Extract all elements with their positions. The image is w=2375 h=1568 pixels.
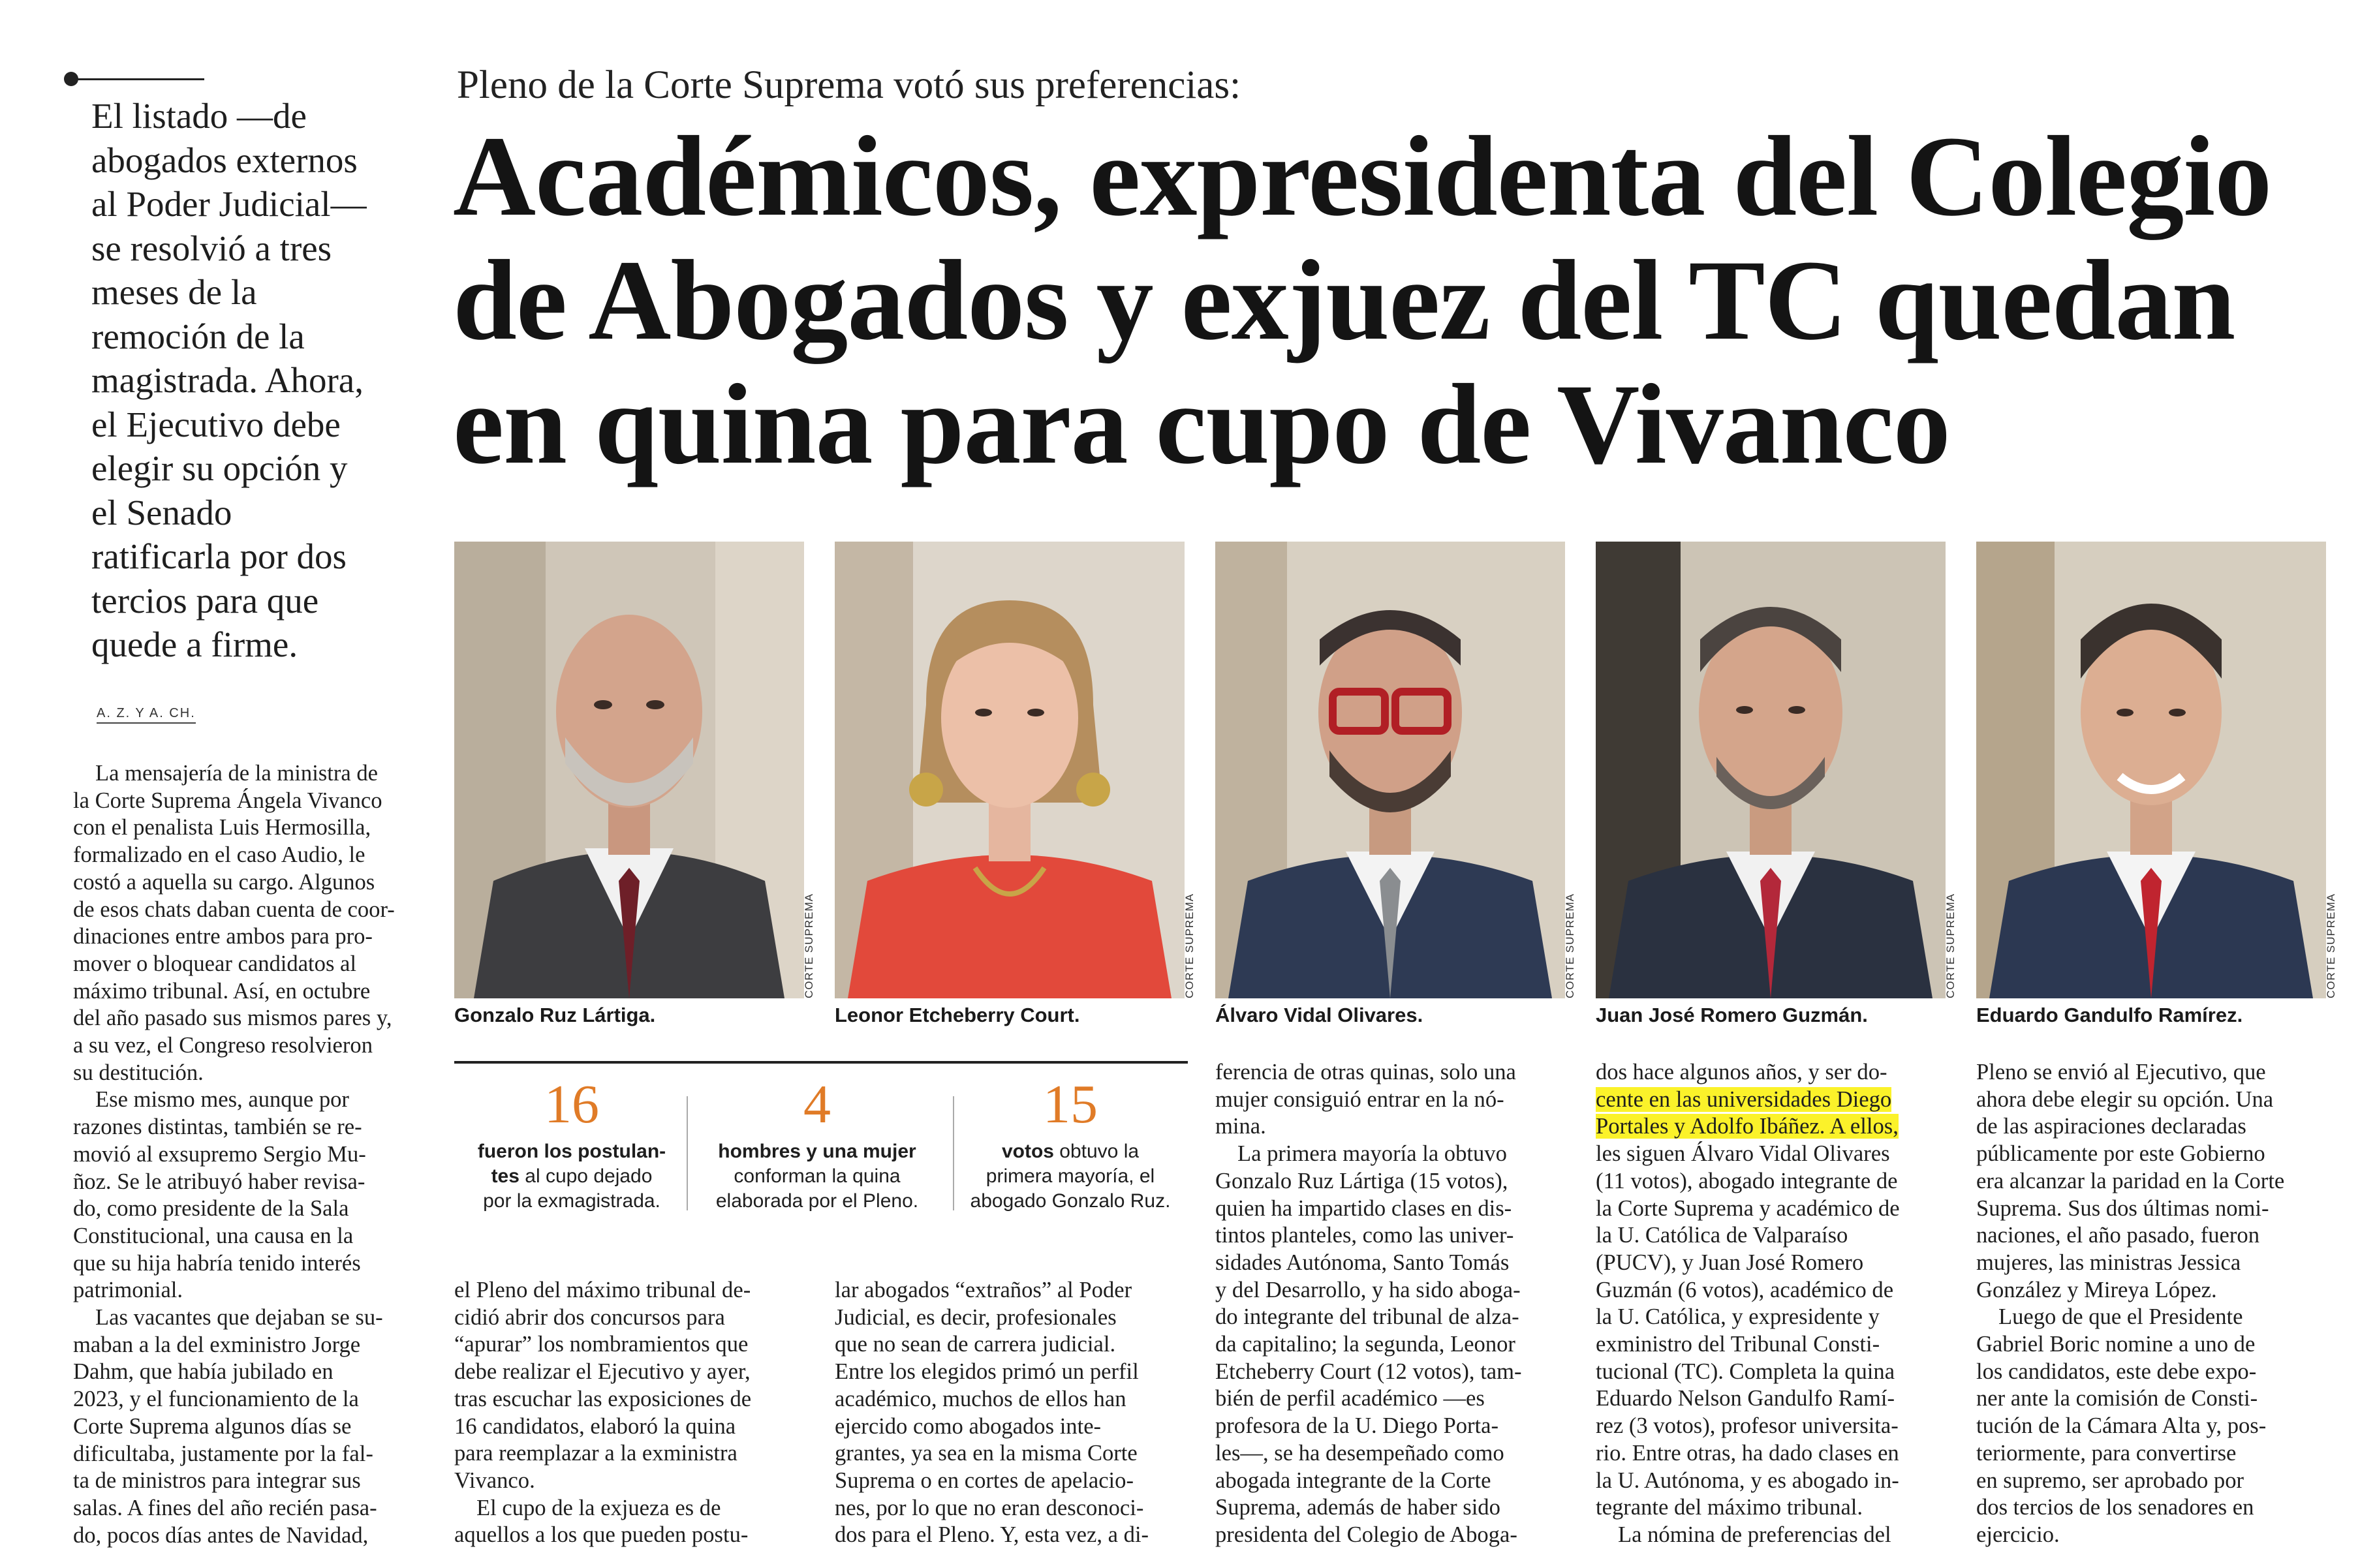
stat-text: hombres y una mujer conforman la quina elaborada por el Pleno. bbox=[715, 1141, 919, 1212]
photo-caption: Álvaro Vidal Olivares. bbox=[1215, 1004, 1423, 1026]
stat-number: 4 bbox=[803, 1074, 831, 1135]
text-line: Judicial, es decir, profesionales bbox=[835, 1304, 1117, 1330]
text-line: tegrante del máximo tribunal. bbox=[1596, 1495, 1863, 1520]
author-credit: A. Z. Y A. CH. bbox=[97, 706, 196, 724]
text-line: Dahm, que había jubilado en bbox=[73, 1359, 334, 1385]
text-line: tución de la Cámara Alta y, pos- bbox=[1976, 1413, 2267, 1439]
text-line: públicamente por este Gobierno bbox=[1976, 1141, 2265, 1167]
text-line: La primera mayoría la obtuvo bbox=[1237, 1141, 1507, 1167]
text-line: presidenta del Colegio de Aboga- bbox=[1215, 1522, 1517, 1547]
text-line: la U. Católica de Valparaíso bbox=[1596, 1223, 1848, 1248]
text-line: bién de perfil académico —es bbox=[1215, 1386, 1485, 1411]
text-line: Suprema. Sus dos últimas nomi- bbox=[1976, 1195, 2269, 1221]
text-line: Suprema, además de haber sido bbox=[1215, 1495, 1500, 1520]
text-line: exministro del Tribunal Consti- bbox=[1596, 1332, 1880, 1357]
text-line: rez (3 votos), profesor universita- bbox=[1596, 1413, 1899, 1439]
deck-line: remoción de la bbox=[91, 316, 305, 356]
text-line bbox=[1596, 1113, 1948, 1141]
photo-leonor-etcheberry bbox=[835, 542, 1185, 998]
text-line: los candidatos, este debe expo- bbox=[1976, 1359, 2257, 1384]
text-line: Gonzalo Ruz Lártiga (15 votos), bbox=[1215, 1168, 1508, 1193]
text-line: Etcheberry Court (12 votos), tam- bbox=[1215, 1359, 1522, 1384]
headline-line: en quina para cupo de Vivanco bbox=[453, 361, 1950, 488]
text-line: da capitalino; la segunda, Leonor bbox=[1215, 1332, 1515, 1357]
portrait-man-bald-beard bbox=[454, 542, 804, 998]
photo-credit: CORTE SUPREMA bbox=[1944, 893, 1957, 998]
stat-text: fueron los postulan- tes al cupo dejado por la exmagistrada. bbox=[477, 1141, 666, 1212]
text-line: la U. Autónoma, y es abogado in- bbox=[1596, 1468, 1899, 1493]
deck-line: El listado —de bbox=[91, 96, 307, 136]
text-line: el Pleno del máximo tribunal de- bbox=[454, 1278, 751, 1302]
text-line: académico, muchos de ellos han bbox=[835, 1386, 1126, 1411]
text-line: lar abogados “extraños” al Poder bbox=[835, 1278, 1132, 1302]
deck-line: al Poder Judicial— bbox=[91, 184, 367, 224]
text-line: Constitucional, una causa en la bbox=[73, 1223, 354, 1248]
text-line: que su hija habría tenido interés bbox=[73, 1250, 361, 1276]
headline bbox=[453, 115, 2271, 487]
text-line: do, como presidente de la Sala bbox=[73, 1196, 349, 1222]
text-line: Ese mismo mes, aunque por bbox=[95, 1087, 349, 1113]
deck-line: magistrada. Ahora, bbox=[91, 360, 364, 400]
text-line: grantes, ya sea en la misma Corte bbox=[835, 1441, 1138, 1466]
deck-line: el Senado bbox=[91, 492, 232, 532]
deck-line: abogados externos bbox=[91, 140, 358, 180]
text-line: Entre los elegidos primó un perfil bbox=[835, 1359, 1139, 1385]
text-line: Las vacantes que dejaban se su- bbox=[95, 1305, 383, 1330]
text-line: Gabriel Boric nomine a uno de bbox=[1976, 1332, 2256, 1357]
text-line: del año pasado sus mismos pares y, bbox=[73, 1006, 392, 1031]
text-line: ejercido como abogados inte- bbox=[835, 1413, 1102, 1439]
portrait-woman-red-blouse bbox=[835, 542, 1185, 998]
text-line: tucional (TC). Completa la quina bbox=[1596, 1359, 1895, 1384]
text-line: la U. Católica, y expresidente y bbox=[1596, 1304, 1880, 1330]
photo-credit: CORTE SUPREMA bbox=[2325, 893, 2337, 998]
text-line: Vivanco. bbox=[454, 1468, 535, 1493]
photo-alvaro-vidal bbox=[1215, 542, 1565, 998]
text-line: cidió abrir dos concursos para bbox=[454, 1304, 725, 1330]
text-line: naciones, el año pasado, fueron bbox=[1976, 1223, 2259, 1248]
highlighted-text: cente en las universidades Diego bbox=[1596, 1086, 1892, 1112]
text-line: ejercicio. bbox=[1976, 1522, 2060, 1547]
photo-credit: CORTE SUPREMA bbox=[1183, 893, 1196, 998]
text-line: ferencia de otras quinas, solo una bbox=[1215, 1060, 1516, 1084]
text-line: Corte Suprema algunos días se bbox=[73, 1413, 352, 1439]
text-line: ner ante la comisión de Consti- bbox=[1976, 1386, 2258, 1411]
text-line: patrimonial. bbox=[73, 1278, 183, 1303]
text-line: salas. A fines del año recién pasa- bbox=[73, 1495, 377, 1520]
text-line: su destitución. bbox=[73, 1060, 204, 1085]
deck-line: quede a firme. bbox=[91, 624, 298, 664]
headline-line: Académicos, expresidenta del Colegio bbox=[453, 113, 2272, 240]
text-line: a su vez, el Congreso resolvieron bbox=[73, 1033, 373, 1058]
text-line: profesora de la U. Diego Porta- bbox=[1215, 1413, 1498, 1439]
text-line: quien ha impartido clases en dis- bbox=[1215, 1195, 1512, 1221]
text-line: era alcanzar la paridad en la Corte bbox=[1976, 1168, 2285, 1193]
photo-credit: CORTE SUPREMA bbox=[1564, 893, 1576, 998]
text-line: máximo tribunal. Así, en octubre bbox=[73, 978, 371, 1004]
text-line: El cupo de la exjueza es de bbox=[476, 1495, 721, 1520]
text-line: “apurar” los nombramientos que bbox=[454, 1332, 749, 1357]
text-line: que no sean de carrera judicial. bbox=[835, 1332, 1116, 1357]
deck-line: ratificarla por dos bbox=[91, 536, 347, 576]
portrait-man-red-tie bbox=[1596, 542, 1946, 998]
photo-caption: Eduardo Gandulfo Ramírez. bbox=[1976, 1004, 2243, 1026]
text-line: movió al exsupremo Sergio Mu- bbox=[73, 1141, 366, 1167]
text-line: dos hace algunos años, y ser do- bbox=[1596, 1060, 1887, 1084]
text-line: (11 votos), abogado integrante de bbox=[1596, 1168, 1898, 1193]
text-line: do, pocos días antes de Navidad, bbox=[73, 1522, 369, 1548]
stat-postulantes bbox=[454, 1075, 689, 1214]
kicker: Pleno de la Corte Suprema votó sus preferencias: bbox=[457, 63, 1241, 107]
text-line: y del Desarrollo, y ha sido aboga- bbox=[1215, 1277, 1521, 1302]
body-column-6 bbox=[1976, 1059, 2329, 1549]
body-column-4 bbox=[1215, 1059, 1568, 1549]
stat-divider bbox=[687, 1096, 688, 1210]
photo-credit: CORTE SUPREMA bbox=[803, 893, 815, 998]
text-line: Luego de que el Presidente bbox=[1998, 1304, 2243, 1330]
text-line: tras escuchar las exposiciones de bbox=[454, 1386, 752, 1411]
portrait-man-smiling bbox=[1976, 542, 2326, 998]
text-line: con el penalista Luis Hermosilla, bbox=[73, 815, 371, 840]
headline-line: de Abogados y exjuez del TC quedan bbox=[453, 237, 2235, 364]
text-line: Guzmán (6 votos), académico de bbox=[1596, 1277, 1894, 1302]
text-line: les—, se ha desempeñado como bbox=[1215, 1440, 1504, 1466]
text-line: mujeres, las ministras Jessica bbox=[1976, 1250, 2241, 1275]
text-line: la Corte Suprema y académico de bbox=[1596, 1195, 1900, 1221]
deck-line: se resolvió a tres bbox=[91, 228, 332, 268]
text-line: do integrante del tribunal de alza- bbox=[1215, 1304, 1519, 1330]
text-line: dos tercios de los senadores en bbox=[1976, 1495, 2254, 1520]
text-line: de las aspiraciones declaradas bbox=[1976, 1114, 2246, 1139]
text-line: de esos chats daban cuenta de coor- bbox=[73, 897, 395, 922]
text-line: sidades Autónoma, Santo Tomás bbox=[1215, 1250, 1510, 1275]
photo-caption: Juan José Romero Guzmán. bbox=[1596, 1004, 1868, 1026]
text-line: dificultaba, justamente por la fal- bbox=[73, 1441, 373, 1466]
body-column-3 bbox=[835, 1277, 1187, 1549]
photo-caption: Gonzalo Ruz Lártiga. bbox=[454, 1004, 656, 1026]
text-line: costó a aquella su cargo. Algunos bbox=[73, 869, 375, 895]
text-line: en supremo, ser aprobado por bbox=[1976, 1468, 2244, 1493]
photo-gonzalo-ruz bbox=[454, 542, 804, 998]
deck-line: elegir su opción y bbox=[91, 448, 348, 488]
portrait-man-red-glasses bbox=[1215, 542, 1565, 998]
body-column-2 bbox=[454, 1277, 807, 1549]
text-line: Suprema o en cortes de apelacio- bbox=[835, 1468, 1134, 1493]
text-line: aquellos a los que pueden postu- bbox=[454, 1522, 749, 1548]
text-line: ñoz. Se le atribuyó haber revisa- bbox=[73, 1169, 365, 1194]
text-line: La nómina de preferencias del bbox=[1618, 1522, 1891, 1547]
sidebar-rule bbox=[70, 78, 204, 80]
text-line: debe realizar el Ejecutivo y ayer, bbox=[454, 1359, 751, 1385]
deck-line: tercios para que bbox=[91, 580, 319, 621]
stat-number: 15 bbox=[1043, 1074, 1098, 1135]
stats-box bbox=[454, 1061, 1188, 1231]
photo-eduardo-gandulfo bbox=[1976, 542, 2326, 998]
deck-line: meses de la bbox=[91, 272, 257, 312]
sidebar-deck bbox=[91, 94, 431, 667]
text-line: ta de ministros para integrar sus bbox=[73, 1468, 361, 1494]
text-line: 16 candidatos, elaboró la quina bbox=[454, 1413, 736, 1439]
text-line: (PUCV), y Juan José Romero bbox=[1596, 1250, 1864, 1275]
text-line: les siguen Álvaro Vidal Olivares bbox=[1596, 1141, 1890, 1167]
text-line: formalizado en el caso Audio, le bbox=[73, 842, 365, 868]
highlighted-text: Portales y Adolfo Ibáñez. A ellos, bbox=[1596, 1114, 1899, 1139]
text-line: La mensajería de la ministra de bbox=[95, 761, 379, 786]
text-line: tintos planteles, como las univer- bbox=[1215, 1223, 1514, 1248]
text-line: Pleno se envió al Ejecutivo, que bbox=[1976, 1060, 2266, 1084]
text-line: dinaciones entre ambos para pro- bbox=[73, 924, 373, 949]
text-line: mover o bloquear candidatos al bbox=[73, 951, 356, 976]
text-line: nes, por lo que no eran desconoci- bbox=[835, 1495, 1144, 1520]
text-line: dos para el Pleno. Y, esta vez, a di- bbox=[835, 1522, 1149, 1548]
stat-text: votos obtuvo la primera mayoría, el abogado Gonzalo Ruz. bbox=[970, 1141, 1171, 1212]
deck-line: el Ejecutivo debe bbox=[91, 404, 341, 444]
text-line: maban a la del exministro Jorge bbox=[73, 1332, 361, 1357]
body-column-1 bbox=[73, 760, 426, 1549]
photo-juan-jose-romero bbox=[1596, 542, 1946, 998]
text-line: para reemplazar a la exministra bbox=[454, 1441, 737, 1466]
text-line: teriormente, para convertirse bbox=[1976, 1440, 2237, 1466]
text-line bbox=[1596, 1086, 1948, 1114]
text-line: mina. bbox=[1215, 1114, 1266, 1139]
text-line: mujer consiguió entrar en la nó- bbox=[1215, 1086, 1504, 1112]
text-line: ahora debe elegir su opción. Una bbox=[1976, 1086, 2274, 1112]
photo-caption: Leonor Etcheberry Court. bbox=[835, 1004, 1080, 1026]
body-column-5 bbox=[1596, 1059, 1948, 1549]
text-line: González y Mireya López. bbox=[1976, 1277, 2217, 1302]
text-line: razones distintas, también se re- bbox=[73, 1115, 362, 1140]
text-line: rio. Entre otras, ha dado clases en bbox=[1596, 1440, 1899, 1466]
stat-quina bbox=[700, 1075, 935, 1214]
text-line: la Corte Suprema Ángela Vivanco bbox=[73, 788, 382, 813]
text-line: Eduardo Nelson Gandulfo Ramí- bbox=[1596, 1386, 1895, 1411]
stat-votos bbox=[953, 1075, 1188, 1214]
text-line: abogada integrante de la Corte bbox=[1215, 1468, 1491, 1493]
text-line: 2023, y el funcionamiento de la bbox=[73, 1387, 359, 1412]
stat-number: 16 bbox=[544, 1074, 599, 1135]
